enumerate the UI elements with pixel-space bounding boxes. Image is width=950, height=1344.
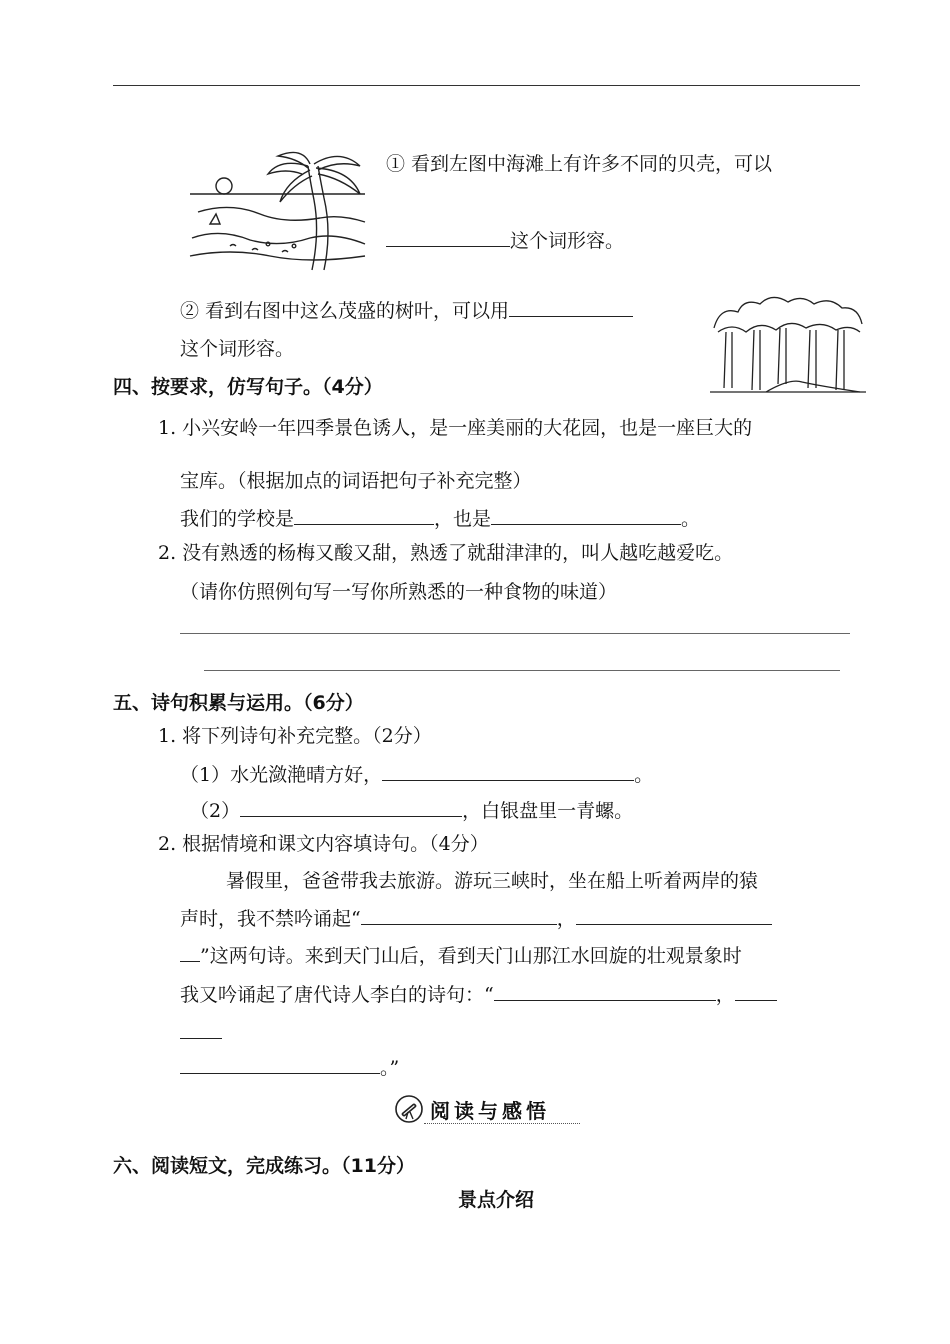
q5-p1a-text: （1）水光潋滟晴方好， — [180, 764, 383, 786]
q5-part2: 2. 根据情境和课文内容填诗句。（4分） — [158, 833, 489, 855]
q3-item1-line1: ① 看到左图中海滩上有许多不同的贝壳，可以 — [386, 153, 773, 175]
reading-banner-title: 阅读与感悟 — [430, 1099, 550, 1123]
q4-s2-line2: （请你仿照例句写一写你所熟悉的一种食物的味道） — [180, 581, 618, 603]
section-4-heading: 四、按要求，仿写句子。（4分） — [113, 376, 383, 398]
answer-blank[interactable] — [180, 1055, 380, 1074]
q5-part1: 1. 将下列诗句补充完整。（2分） — [158, 725, 432, 747]
q3-item2-line1 — [180, 298, 633, 323]
header-rule — [113, 85, 860, 86]
q4-fill-prefix: 我们的学校是 — [180, 508, 295, 530]
answer-blank[interactable] — [491, 506, 681, 525]
answer-line-1[interactable] — [180, 633, 850, 634]
q3-item1-tail: 这个词形容。 — [510, 230, 625, 252]
q4-fill-middle: ，也是 — [434, 508, 492, 530]
answer-blank[interactable] — [509, 298, 633, 317]
forest-illustration — [710, 292, 866, 394]
answer-blank[interactable] — [386, 228, 510, 247]
answer-blank[interactable] — [576, 906, 772, 925]
passage-title: 景点介绍 — [458, 1189, 535, 1211]
q4-s2-line1: 2. 没有熟透的杨梅又酸又甜，熟透了就甜津津的，叫人越吃越爱吃。 — [158, 542, 734, 564]
answer-blank[interactable] — [735, 982, 777, 1001]
q5-para-line6 — [180, 1055, 399, 1080]
q5-para3-text: ”这两句诗。来到天门山后，看到天门山那江水回旋的壮观景象时 — [200, 945, 742, 967]
answer-blank[interactable] — [180, 943, 200, 962]
answer-blank[interactable] — [382, 762, 634, 781]
q5-para2-comma: ， — [556, 908, 576, 930]
answer-line-2[interactable] — [204, 670, 840, 671]
q5-para6-end: 。” — [380, 1057, 400, 1079]
q5-para2-text: 声时，我不禁吟诵起“ — [180, 908, 361, 930]
answer-blank[interactable] — [494, 982, 716, 1001]
q5-para-line1: 暑假里，爸爸带我去旅游。游玩三峡时，坐在船上听着两岸的猿 — [226, 870, 759, 892]
q5-part1-b — [190, 798, 633, 823]
q5-para4-text: 我又吟诵起了唐代诗人李白的诗句：“ — [180, 984, 494, 1006]
q5-para-line5 — [180, 1020, 222, 1045]
q5-p1a-end: 。 — [634, 764, 654, 786]
reading-section-banner — [394, 1092, 582, 1126]
q4-s1-fill — [180, 506, 700, 531]
banner-underline — [424, 1123, 580, 1124]
answer-blank[interactable] — [240, 798, 462, 817]
q5-para4-comma: ， — [715, 984, 735, 1006]
q4-fill-end: 。 — [681, 508, 701, 530]
section-5-heading: 五、诗句积累与运用。（6分） — [113, 692, 364, 714]
q3-item2-text: ② 看到右图中这么茂盛的树叶，可以用 — [180, 300, 510, 322]
q5-p1b-prefix: （2） — [190, 800, 241, 822]
answer-blank[interactable] — [294, 506, 434, 525]
q5-para-line2 — [180, 906, 772, 931]
telescope-icon — [394, 1094, 424, 1124]
section-6-heading: 六、阅读短文，完成练习。（11分） — [113, 1155, 415, 1177]
q4-s1-line1: 1. 小兴安岭一年四季景色诱人，是一座美丽的大花园，也是一座巨大的 — [158, 417, 753, 439]
beach-palm-illustration — [190, 152, 365, 274]
q3-item1-line2 — [386, 228, 624, 253]
answer-blank[interactable] — [361, 906, 557, 925]
answer-blank[interactable] — [180, 1020, 222, 1039]
q5-para-line4 — [180, 982, 777, 1007]
q3-item2-line2: 这个词形容。 — [180, 338, 295, 360]
q5-p1b-text: ，白银盘里一青螺。 — [462, 800, 634, 822]
q5-para-line3 — [180, 943, 742, 968]
q4-s1-line2: 宝库。（根据加点的词语把句子补充完整） — [180, 470, 532, 492]
q5-part1-a — [180, 762, 653, 787]
